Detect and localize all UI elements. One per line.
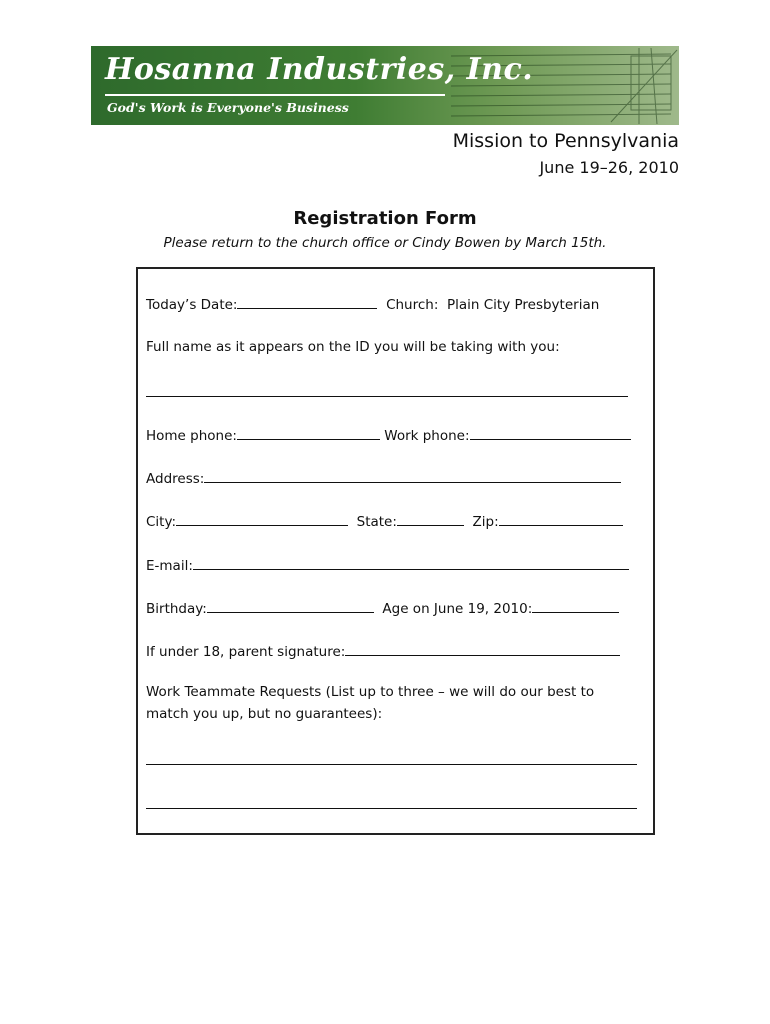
row-phones: [146, 425, 631, 444]
state-label: State:: [356, 514, 397, 530]
company-tagline: God's Work is Everyone's Business: [107, 100, 349, 115]
city-label: City:: [146, 514, 177, 530]
city-field[interactable]: [176, 511, 348, 526]
todays-date-label: Today’s Date:: [146, 297, 238, 313]
parent-signature-label: If under 18, parent signature:: [146, 644, 346, 660]
header-banner: [91, 46, 679, 125]
form-title: Registration Form: [293, 208, 477, 229]
teammate-requests-label-line1: Work Teammate Requests (List up to three – we will do our best to: [146, 684, 595, 700]
todays-date-field[interactable]: [237, 294, 377, 309]
event-title: Mission to Pennsylvania: [452, 130, 679, 152]
full-name-field[interactable]: [146, 382, 628, 397]
row-date-church: [146, 294, 599, 313]
birthday-field[interactable]: [207, 598, 374, 613]
row-teammate-2: [146, 794, 637, 813]
banner-divider: [105, 94, 445, 96]
form-instructions: Please return to the church office or Cindy Bowen by March 15th.: [163, 235, 607, 251]
zip-field[interactable]: [499, 511, 623, 526]
row-address: [146, 468, 621, 487]
address-label: Address:: [146, 471, 205, 487]
row-city-state-zip: [146, 511, 623, 530]
row-teammate-1: [146, 750, 637, 769]
row-email: [146, 555, 629, 574]
work-phone-label: Work phone:: [384, 428, 470, 444]
email-field[interactable]: [193, 555, 629, 570]
birthday-label: Birthday:: [146, 601, 207, 617]
row-parent-signature: [146, 641, 620, 660]
teammate-request-field-2[interactable]: [146, 794, 637, 809]
home-phone-label: Home phone:: [146, 428, 237, 444]
email-label: E-mail:: [146, 558, 193, 574]
row-full-name: [146, 382, 628, 401]
state-field[interactable]: [397, 511, 464, 526]
age-label: Age on June 19, 2010:: [382, 601, 533, 617]
teammate-requests-label-line2: match you up, but no guarantees):: [146, 706, 383, 722]
zip-label: Zip:: [472, 514, 499, 530]
teammate-request-field-1[interactable]: [146, 750, 637, 765]
work-phone-field[interactable]: [470, 425, 631, 440]
home-phone-field[interactable]: [237, 425, 380, 440]
full-name-label: Full name as it appears on the ID you will be taking with you:: [146, 339, 560, 355]
company-name: Hosanna Industries, Inc.: [105, 52, 534, 87]
age-field[interactable]: [532, 598, 619, 613]
event-dates: June 19–26, 2010: [539, 158, 679, 177]
address-field[interactable]: [204, 468, 621, 483]
row-birthday-age: [146, 598, 619, 617]
church-label: Church: Plain City Presbyterian: [386, 297, 600, 313]
parent-signature-field[interactable]: [345, 641, 620, 656]
